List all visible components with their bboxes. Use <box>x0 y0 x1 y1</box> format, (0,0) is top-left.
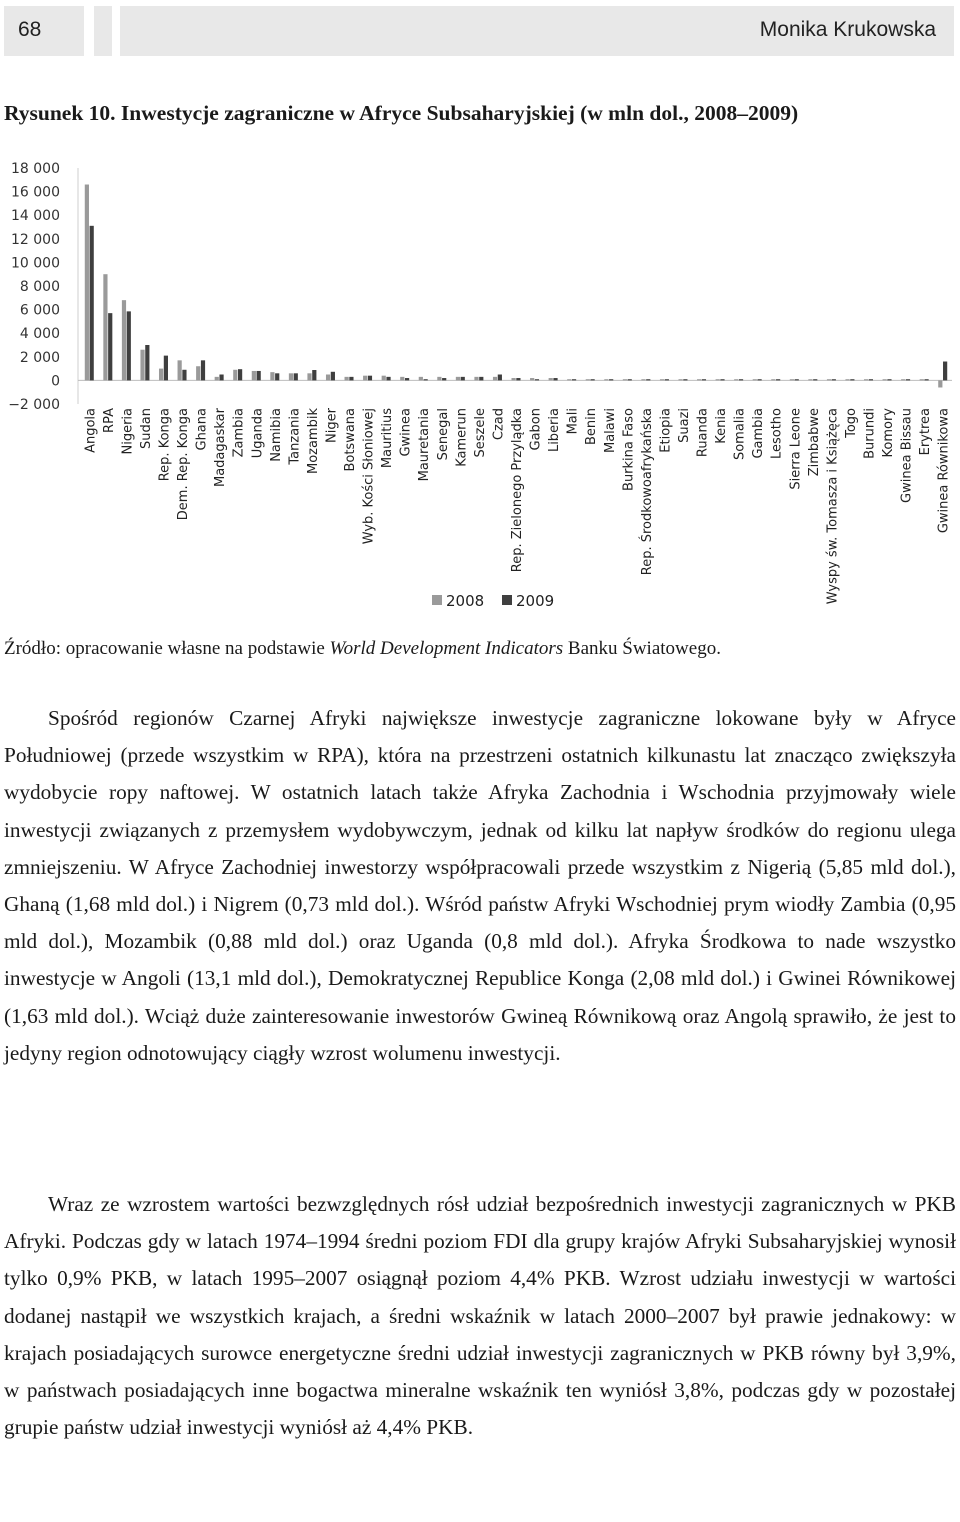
x-tick-label: Kenia <box>714 408 730 444</box>
x-tick-label: Zambia <box>231 408 247 458</box>
x-tick-label: Wyspy św. Tomasza i Książęca <box>825 408 841 605</box>
bar-2008 <box>474 377 478 381</box>
y-tick-label: 2 000 <box>19 349 60 366</box>
bar-2009 <box>869 379 873 380</box>
x-tick-label: Botswana <box>343 408 359 472</box>
bar-2009 <box>164 356 168 381</box>
bar-2009 <box>924 379 928 380</box>
bar-2008 <box>753 379 757 380</box>
bar-2008 <box>103 274 107 380</box>
x-tick-label: RPA <box>101 408 117 433</box>
y-tick-label: 14 000 <box>11 208 60 225</box>
x-tick-label: Gwinea Bissau <box>899 408 915 503</box>
bar-2009 <box>275 373 279 380</box>
bar-2008 <box>233 370 237 381</box>
x-tick-label: Dem. Rep. Konga <box>176 408 192 521</box>
bar-2009 <box>683 379 687 380</box>
x-tick-label: Benin <box>584 408 600 446</box>
x-tick-label: Wyb. Kości Słoniowej <box>361 408 377 545</box>
bar-2008 <box>400 377 404 381</box>
bar-2009 <box>108 313 112 380</box>
bar-2008 <box>382 376 386 381</box>
bar-2009 <box>368 376 372 381</box>
x-tick-label: Zimbabwe <box>806 408 822 477</box>
bar-2009 <box>312 370 316 380</box>
x-tick-label: Niger <box>324 408 340 443</box>
bar-2009 <box>442 378 446 380</box>
x-tick-label: Suazi <box>676 408 692 443</box>
bar-2008 <box>678 379 682 380</box>
bar-2008 <box>493 377 497 381</box>
x-tick-label: Kamerun <box>454 408 470 467</box>
x-tick-label: Madagaskar <box>213 408 229 488</box>
x-tick-label: Gwinea Równikowa <box>936 408 952 534</box>
bar-2008 <box>326 375 330 381</box>
bar-2009 <box>257 371 261 380</box>
bar-2008 <box>623 379 627 380</box>
x-tick-label: Mali <box>565 408 581 435</box>
x-tick-label: Rep. Konga <box>157 408 173 482</box>
bar-2009 <box>702 379 706 380</box>
bar-2008 <box>437 377 441 381</box>
bar-2009 <box>238 369 242 380</box>
bar-2009 <box>906 379 910 380</box>
x-tick-label: Liberia <box>547 408 563 453</box>
bar-2009 <box>516 378 520 380</box>
x-tick-label: Gwinea <box>398 408 414 457</box>
bar-2009 <box>386 377 390 381</box>
bar-2008 <box>716 379 720 380</box>
bar-2008 <box>85 185 89 381</box>
x-tick-label: Senegal <box>435 408 451 461</box>
bar-2009 <box>405 378 409 380</box>
y-tick-label: 4 000 <box>19 326 60 343</box>
bar-2009 <box>424 379 428 380</box>
bar-2008 <box>122 300 126 380</box>
bar-2008 <box>586 379 590 380</box>
x-tick-label: Malawi <box>602 408 618 454</box>
source-suffix: Banku Światowego. <box>563 638 721 659</box>
legend-swatch <box>432 595 442 605</box>
x-tick-label: Rep. Zielonego Przylądka <box>510 408 525 573</box>
figure-title: Rysunek 10. Inwestycje zagraniczne w Afryce Subsaharyjskiej (w mln dol., 2008–2009) <box>4 101 799 125</box>
source-prefix: Źródło: opracowanie własne na podstawie <box>4 638 330 659</box>
bar-2009 <box>479 377 483 381</box>
bar-2008 <box>771 379 775 380</box>
x-tick-label: Czad <box>491 407 507 441</box>
y-tick-label: 16 000 <box>11 184 60 201</box>
bar-2008 <box>159 369 163 381</box>
page-header <box>0 0 960 60</box>
bar-2009 <box>739 379 743 380</box>
x-tick-label: Ghana <box>194 408 210 451</box>
bar-2008 <box>419 377 423 381</box>
bar-2009 <box>461 377 465 381</box>
figure-source <box>4 638 956 660</box>
x-tick-label: Mauretania <box>417 408 433 482</box>
bar-2009 <box>535 379 539 380</box>
x-tick-label: Sudan <box>138 408 154 449</box>
x-tick-label: Ruanda <box>695 408 711 458</box>
x-tick-label: Uganda <box>250 408 266 459</box>
x-tick-label: Lesotho <box>769 408 785 460</box>
header-number-box <box>4 6 84 56</box>
x-tick-label: Mozambik <box>305 408 321 475</box>
bar-2009 <box>832 379 836 380</box>
bar-2008 <box>883 379 887 380</box>
bar-2008 <box>845 379 849 380</box>
bar-2009 <box>720 379 724 380</box>
bar-2008 <box>641 379 645 380</box>
x-tick-label: Burkina Faso <box>621 408 637 491</box>
legend-swatch <box>502 595 512 605</box>
bar-2008 <box>808 379 812 380</box>
bar-2009 <box>665 379 669 380</box>
bar-2009 <box>219 375 223 381</box>
legend-label: 2009 <box>516 592 555 610</box>
x-tick-label: Nigeria <box>120 408 136 455</box>
bar-2009 <box>813 379 817 380</box>
bar-2008 <box>456 377 460 381</box>
page-number: 68 <box>18 18 42 41</box>
bar-2008 <box>864 379 868 380</box>
header-spacer-box <box>94 6 112 56</box>
bar-2009 <box>850 379 854 380</box>
bar-2008 <box>790 379 794 380</box>
bar-2008 <box>140 350 144 381</box>
bar-2008 <box>178 360 182 380</box>
y-tick-label: 0 <box>51 373 60 390</box>
x-tick-label: Erytrea <box>918 408 934 456</box>
bar-2008 <box>307 373 311 380</box>
bar-2009 <box>127 311 131 380</box>
x-tick-label: Tanzania <box>287 408 303 465</box>
x-tick-label: Etiopia <box>658 408 674 453</box>
bar-2008 <box>252 371 256 380</box>
y-tick-label: −2 000 <box>8 397 60 413</box>
bar-2009 <box>943 362 947 381</box>
bar-2008 <box>901 379 905 380</box>
bar-2008 <box>567 379 571 380</box>
y-tick-label: 18 000 <box>11 161 60 177</box>
paragraph-2-text: Wraz ze wzrostem wartości bezwzględnych rósł udział bezpośrednich inwestycji zagranicznych w PKB Afryki. Podczas gdy w latach 1974–1994 średni poziom FDI dla grupy krajów Afryki Subsaharyjskiej wynosił tylko 0,9% PKB, w latach 1995–2007 osiągnął poziom 4,4% PKB. Wzrost udziału inwestycji w wartości dodanej nastąpił we wszystkich krajach, a średni wskaźnik w latach 2000–2007 był prawie jednakowy: w krajach posiadających surowce energetyczne średni udział inwestycji zagranicznych w PKB równy był 3,9%, w państwach posiadających inne bogactwa mineralne wskaźnik ten wyniósł 3,8%, podczas gdy w pozostałej grupie państw udział inwestycji wyniósł aż 4,4% PKB. <box>4 1192 956 1440</box>
x-tick-label: Angola <box>83 408 99 453</box>
y-tick-label: 12 000 <box>11 231 60 248</box>
bar-2009 <box>294 373 298 380</box>
bar-2008 <box>270 372 274 380</box>
bar-2008 <box>530 378 534 380</box>
bar-2008 <box>920 379 924 380</box>
legend-label: 2008 <box>446 592 485 610</box>
bar-2008 <box>512 378 516 380</box>
bar-2009 <box>776 379 780 380</box>
bar-2009 <box>609 379 613 380</box>
bar-2009 <box>628 379 632 380</box>
bar-2008 <box>549 378 553 380</box>
bar-2008 <box>215 377 219 381</box>
bar-2009 <box>498 375 502 381</box>
x-tick-label: Somalia <box>732 408 748 461</box>
paragraph-1-text: Spośród regionów Czarnej Afryki największe inwestycje zagraniczne lokowane były w Afryce Południowej (przede wszystkim w RPA), która na przestrzeni ostatnich kilkunastu lat znacząco zwiększyła wydobycie ropy naftowej. W ostatnich latach także Afryka Zachodnia i Wschodnia przyjmowały wiele inwestycji związanych z przemysłem wydobywczym, jednak od kilku lat napływ środków do regionu ulega zmniejszeniu. W Afryce Zachodniej inwestorzy współpracowali przede wszystkim z Nigerią (5,85 mld dol.), Ghaną (1,68 mld dol.) i Nigrem (0,73 mld dol.). Wśród państw Afryki Wschodniej prym wiodły Zambia (0,95 mld dol.), Mozambik (0,88 mld dol.) oraz Uganda (0,8 mld dol.). Afryka Środkowa to nade wszystko inwestycje w Angoli (13,1 mld dol.), Demokratycznej Republice Konga (2,08 mld dol.) i Gwinei Równikowej (1,63 mld dol.). Wciąż duże zainteresowanie inwestorów Gwineą Równikową oraz Angolą sprawiło, że jest to jedyny region odnotowujący ciągły wzrost wolumenu inwestycji. <box>4 706 956 1065</box>
bar-2009 <box>795 379 799 380</box>
x-tick-label: Rep. Środkowoafrykańska <box>639 408 655 576</box>
bar-2008 <box>196 366 200 380</box>
bar-2009 <box>757 379 761 380</box>
bar-2009 <box>887 379 891 380</box>
bar-2009 <box>349 377 353 381</box>
bar-2009 <box>201 360 205 380</box>
bar-2008 <box>345 377 349 381</box>
x-tick-label: Mauritius <box>380 408 396 469</box>
bar-2009 <box>145 345 149 380</box>
x-tick-label: Sierra Leone <box>788 408 804 490</box>
y-tick-label: 10 000 <box>11 255 60 272</box>
fdi-bar-chart <box>0 150 960 630</box>
x-tick-label: Gabon <box>528 408 544 451</box>
x-tick-label: Burundi <box>862 408 878 459</box>
x-tick-label: Togo <box>843 408 859 438</box>
bar-2008 <box>604 379 608 380</box>
bar-2009 <box>553 378 557 380</box>
bar-2008 <box>697 379 701 380</box>
bar-2008 <box>938 380 942 387</box>
bar-2008 <box>363 376 367 381</box>
bar-2009 <box>591 379 595 380</box>
body-paragraph-2 <box>4 1186 956 1446</box>
body-paragraph-1 <box>4 700 956 1072</box>
x-tick-label: Namibia <box>268 408 284 462</box>
x-tick-label: Gambia <box>751 408 767 459</box>
source-italic-title: World Development Indicators <box>329 638 564 659</box>
running-author: Monika Krukowska <box>759 18 936 41</box>
bar-2008 <box>289 373 293 380</box>
bar-2009 <box>90 226 94 381</box>
bar-2008 <box>734 379 738 380</box>
x-tick-label: Komory <box>881 408 897 458</box>
bar-2009 <box>646 379 650 380</box>
bar-2009 <box>331 372 335 381</box>
bar-2008 <box>660 379 664 380</box>
bar-2008 <box>827 379 831 380</box>
x-tick-label: Seszele <box>472 408 488 458</box>
y-tick-label: 8 000 <box>19 279 60 295</box>
y-tick-label: 6 000 <box>19 302 60 319</box>
bar-2009 <box>182 370 186 381</box>
bar-2009 <box>572 379 576 380</box>
